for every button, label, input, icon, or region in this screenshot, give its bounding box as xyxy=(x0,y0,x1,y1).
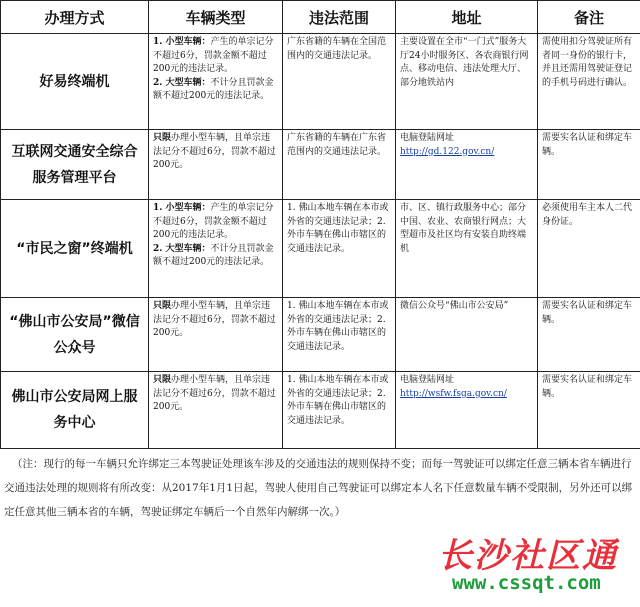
method-cell: 好易终端机 xyxy=(1,34,149,130)
scope-cell: 1. 佛山本地车辆在本市或外省的交通违法记录；2. 外市车辆在佛山市辖区的交通违法记录。 xyxy=(283,200,396,298)
vehicle-type-cell xyxy=(149,130,283,200)
table-row xyxy=(1,34,640,130)
scope-cell: 广东省籍的车辆在全国范围内的交通违法记录。 xyxy=(283,34,396,130)
address-link[interactable]: http://gd.122.gov.cn/ xyxy=(400,146,495,157)
vehicle-part-label: 2. 大型车辆： xyxy=(153,243,211,254)
table-row xyxy=(1,372,640,449)
vehicle-lead: 只限 xyxy=(153,301,172,311)
vehicle-part-text: 不计分且罚款金额不超过200元的违法记录。 xyxy=(153,243,274,267)
header-scope: 违法范围 xyxy=(283,1,396,34)
address-cell: 主要设置在全市“一门式”服务大厅24小时服务区、各农商银行网点、移动电信、违法处理大厅、部分地铁站内 xyxy=(396,34,538,130)
header-method: 办理方式 xyxy=(1,1,149,34)
remark-cell: 需要实名认证和绑定车辆。 xyxy=(538,372,640,449)
address-cell: 微信公众号“佛山市公安局” xyxy=(396,298,538,372)
table-row xyxy=(1,200,640,298)
vehicle-lead: 只限 xyxy=(153,133,172,143)
vehicle-text: 办理小型车辆，且单宗违法记分不超过6分，罚款不超过200元。 xyxy=(153,133,276,170)
vehicle-lead: 只限 xyxy=(153,375,172,385)
watermark-url: www.cssqt.com xyxy=(452,572,601,594)
header-vehicle-type: 车辆类型 xyxy=(149,1,283,34)
site-watermark xyxy=(438,528,638,607)
vehicle-part-label: 1. 小型车辆： xyxy=(153,203,211,213)
table-row xyxy=(1,130,640,200)
vehicle-part-label: 2. 大型车辆： xyxy=(153,77,211,88)
vehicle-part-text: 产生的单宗记分不超过6分，罚款金额不超过200元的违法记录。 xyxy=(153,37,274,74)
address-label: 电脑登陆网址 xyxy=(400,133,455,143)
scope-cell: 1. 佛山本地车辆在本市或外省的交通违法记录；2. 外市车辆在佛山市辖区的交通违法记录。 xyxy=(283,298,396,372)
method-cell: 互联网交通安全综合服务管理平台 xyxy=(1,130,149,200)
vehicle-part-text: 产生的单宗记分不超过6分，罚款金额不超过200元的违法记录。 xyxy=(153,203,274,240)
header-address: 地址 xyxy=(396,1,538,34)
remark-cell: 需要实名认证和绑定车辆。 xyxy=(538,130,640,200)
method-cell: “佛山市公安局”微信公众号 xyxy=(1,298,149,372)
vehicle-part-text: 不计分且罚款金额不超过200元的违法记录。 xyxy=(153,77,274,101)
address-cell xyxy=(396,130,538,200)
remark-cell: 需要实名认证和绑定车辆。 xyxy=(538,298,640,372)
scope-cell: 广东省籍的车辆在广东省范围内的交通违法记录。 xyxy=(283,130,396,200)
address-label: 电脑登陆网址 xyxy=(400,375,455,385)
watermark-name: 长沙社区通 xyxy=(438,536,618,576)
scope-cell: 1. 佛山本地车辆在本市或外省的交通违法记录；2. 外市车辆在佛山市辖区的交通违法记录。 xyxy=(283,372,396,449)
remark-cell: 必须使用车主本人二代身份证。 xyxy=(538,200,640,298)
vehicle-type-cell xyxy=(149,200,283,298)
vehicle-part-label: 1. 小型车辆： xyxy=(153,37,211,47)
vehicle-text: 办理小型车辆，且单宗违法记分不超过6分，罚款不超过200元。 xyxy=(153,375,276,412)
method-cell: “市民之窗”终端机 xyxy=(1,200,149,298)
vehicle-type-cell xyxy=(149,298,283,372)
vehicle-type-cell xyxy=(149,34,283,130)
remark-cell: 需使用扣分驾驶证所有者同一身份的银行卡，并且还需用驾驶证登记的手机号码进行确认。 xyxy=(538,34,640,130)
vehicle-type-cell xyxy=(149,372,283,449)
table-row xyxy=(1,298,640,372)
address-cell: 市、区、镇行政服务中心；部分中国、农业、农商银行网点；大型超市及社区均有安装自助终端机 xyxy=(396,200,538,298)
address-cell xyxy=(396,372,538,449)
header-remark: 备注 xyxy=(538,1,640,34)
table-header-row xyxy=(1,1,640,34)
footnote: （注：现行的每一车辆只允许绑定三本驾驶证处理该车涉及的交通违法的规则保持不变；而每一驾驶证可以绑定任意三辆本省车辆进行交通违法处理的规则将有所改变：从2017年1月1日起，驾驶人使用自己驾驶证可以绑定本人名下任意数量车辆不受限制，另外还可以绑定任意其他三辆本省的车辆，驾驶证绑定车辆后一个自然年内解绑一次。） xyxy=(4,458,633,518)
method-cell: 佛山市公安局网上服务中心 xyxy=(1,372,149,449)
vehicle-text: 办理小型车辆，且单宗违法记分不超过6分，罚款不超过200元。 xyxy=(153,301,276,338)
address-link[interactable]: http://wsfw.fsga.gov.cn/ xyxy=(400,388,507,399)
